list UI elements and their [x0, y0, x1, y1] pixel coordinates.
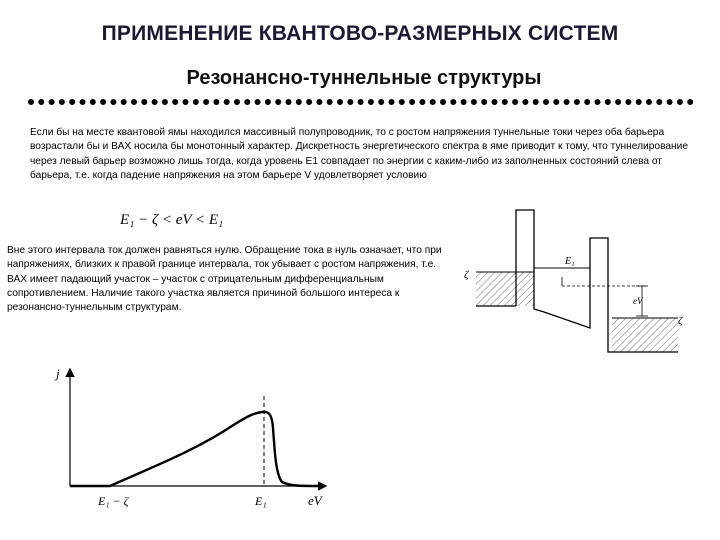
label-e1-tick: E₁: [255, 494, 267, 508]
dotted-divider: [28, 96, 698, 110]
label-ev: eV: [633, 296, 643, 306]
slide-subtitle: Резонансно-туннельные структуры: [186, 67, 542, 89]
iv-curve: [70, 412, 318, 486]
label-e1-minus-zeta: E₁ − ζ: [98, 494, 129, 508]
paragraph-conclusion: Вне этого интервала ток должен равняться нулю. Обращение тока в нуль означает, что при напряжениях, близких к правой границе интервала, ток убывает с ростом напряжения, т.е. ВАХ имеет падающий участок – участок с отрицательным дифференциальным сопротивлением. Наличие такого участка является причиной большого интереса к резонансно-туннельным структурам.: [7, 245, 442, 314]
label-e1: E₁: [565, 256, 575, 267]
slide-title: ПРИМЕНЕНИЕ КВАНТОВО-РАЗМЕРНЫХ СИСТЕМ: [101, 22, 619, 45]
label-j: j: [56, 366, 60, 381]
left-fermi-sea: [476, 272, 534, 306]
paragraph-intro: Если бы на месте квантовой ямы находился массивный полупроводник, то с ростом напряжения туннельные токи через оба барьера возрастали бы и ВАХ носила бы монотонный характер. Дискретность энергетического спектра в яме приводит к тому, что туннелирование через левый барьер возможно лишь тогда, когда уровень E1 совпадает по энергии с каким-либо из заполненных состояний слева от барьера, т.е. когда падение напряжения на этом барьере V удовлетворяет условию: [30, 127, 689, 181]
right-fermi-sea: [612, 318, 678, 352]
iv-graph: [50, 356, 350, 512]
band-diagram: [462, 206, 690, 366]
label-zeta-right: ζ: [678, 315, 683, 327]
label-ev-axis: eV: [308, 493, 322, 508]
formula-condition: E₁ − ζ < eV < E₁: [120, 212, 224, 228]
label-zeta-left: ζ: [464, 269, 469, 281]
